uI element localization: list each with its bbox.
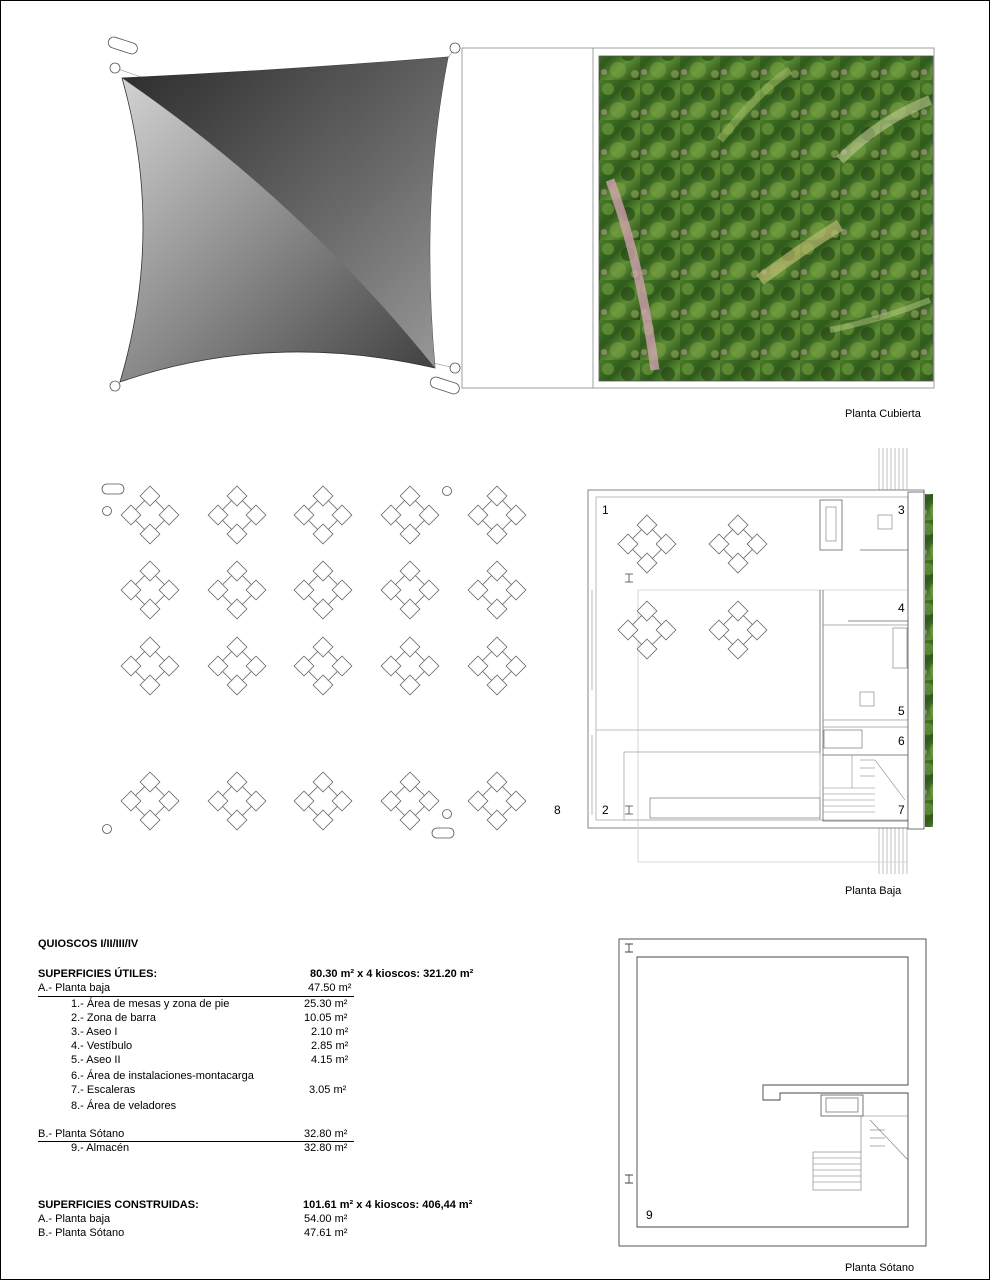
utiles-planta-baja-label: A.- Planta baja (38, 982, 111, 994)
room-number-4: 4 (898, 601, 905, 615)
label-planta-cubierta: Planta Cubierta (845, 408, 921, 420)
room-number-2: 2 (602, 803, 609, 817)
utiles-heading: SUPERFICIES ÚTILES: (38, 968, 158, 980)
item-6-label: 6.- Área de instalaciones-montacarga (71, 1070, 254, 1082)
label-planta-sotano: Planta Sótano (845, 1262, 915, 1274)
construidas-total: 101.61 m² x 4 kioscos: 406,44 m² (303, 1199, 473, 1211)
utiles-total: 80.30 m² x 4 kioscos: 321.20 m² (310, 968, 474, 980)
item-5-value: 4.15 m² (311, 1054, 349, 1066)
room-number-8: 8 (554, 803, 561, 817)
almacen-value: 32.80 m² (304, 1142, 348, 1154)
basement-plan (619, 939, 926, 1246)
item-3-label: 3.- Aseo I (71, 1026, 118, 1038)
ground-floor-tables (618, 515, 767, 659)
room-number-3: 3 (898, 503, 905, 517)
room-number-7: 7 (898, 803, 905, 817)
rule-planta-baja (38, 996, 354, 997)
utiles-planta-baja-value: 47.50 m² (308, 982, 352, 994)
item-5-label: 5.- Aseo II (71, 1054, 121, 1066)
item-7-label: 7.- Escaleras (71, 1084, 136, 1096)
item-3-value: 2.10 m² (311, 1026, 349, 1038)
room-number-6: 6 (898, 734, 905, 748)
roof-sail-shade (107, 36, 461, 396)
room-number-9: 9 (646, 1208, 653, 1222)
item-2-label: 2.- Zona de barra (71, 1012, 156, 1024)
construidas-planta-sotano-value: 47.61 m² (304, 1227, 348, 1239)
almacen-label: 9.- Almacén (71, 1142, 130, 1154)
vertical-garden-strip (908, 492, 933, 829)
item-4-value: 2.85 m² (311, 1040, 349, 1052)
green-wall-image (599, 56, 933, 381)
construidas-planta-baja-value: 54.00 m² (304, 1213, 348, 1225)
utiles-planta-sotano-label: B.- Planta Sótano (38, 1128, 125, 1140)
item-1-label: 1.- Área de mesas y zona de pie (71, 998, 230, 1010)
terrace-tables (102, 484, 526, 838)
item-1-value: 25.30 m² (304, 998, 348, 1010)
utiles-planta-sotano-value: 32.80 m² (304, 1128, 348, 1140)
label-planta-baja: Planta Baja (845, 885, 902, 897)
item-2-value: 10.05 m² (304, 1012, 348, 1024)
ground-floor-plan (588, 448, 924, 874)
room-number-5: 5 (898, 704, 905, 718)
room-number-1: 1 (602, 503, 609, 517)
construidas-heading: SUPERFICIES CONSTRUIDAS: (38, 1199, 199, 1211)
construidas-planta-baja-label: A.- Planta baja (38, 1213, 111, 1225)
construidas-planta-sotano-label: B.- Planta Sótano (38, 1227, 125, 1239)
item-7-value: 3.05 m² (309, 1084, 347, 1096)
table-title: QUIOSCOS I/II/III/IV (38, 938, 139, 950)
item-8-label: 8.- Área de veladores (71, 1100, 177, 1112)
item-4-label: 4.- Vestíbulo (71, 1040, 133, 1052)
